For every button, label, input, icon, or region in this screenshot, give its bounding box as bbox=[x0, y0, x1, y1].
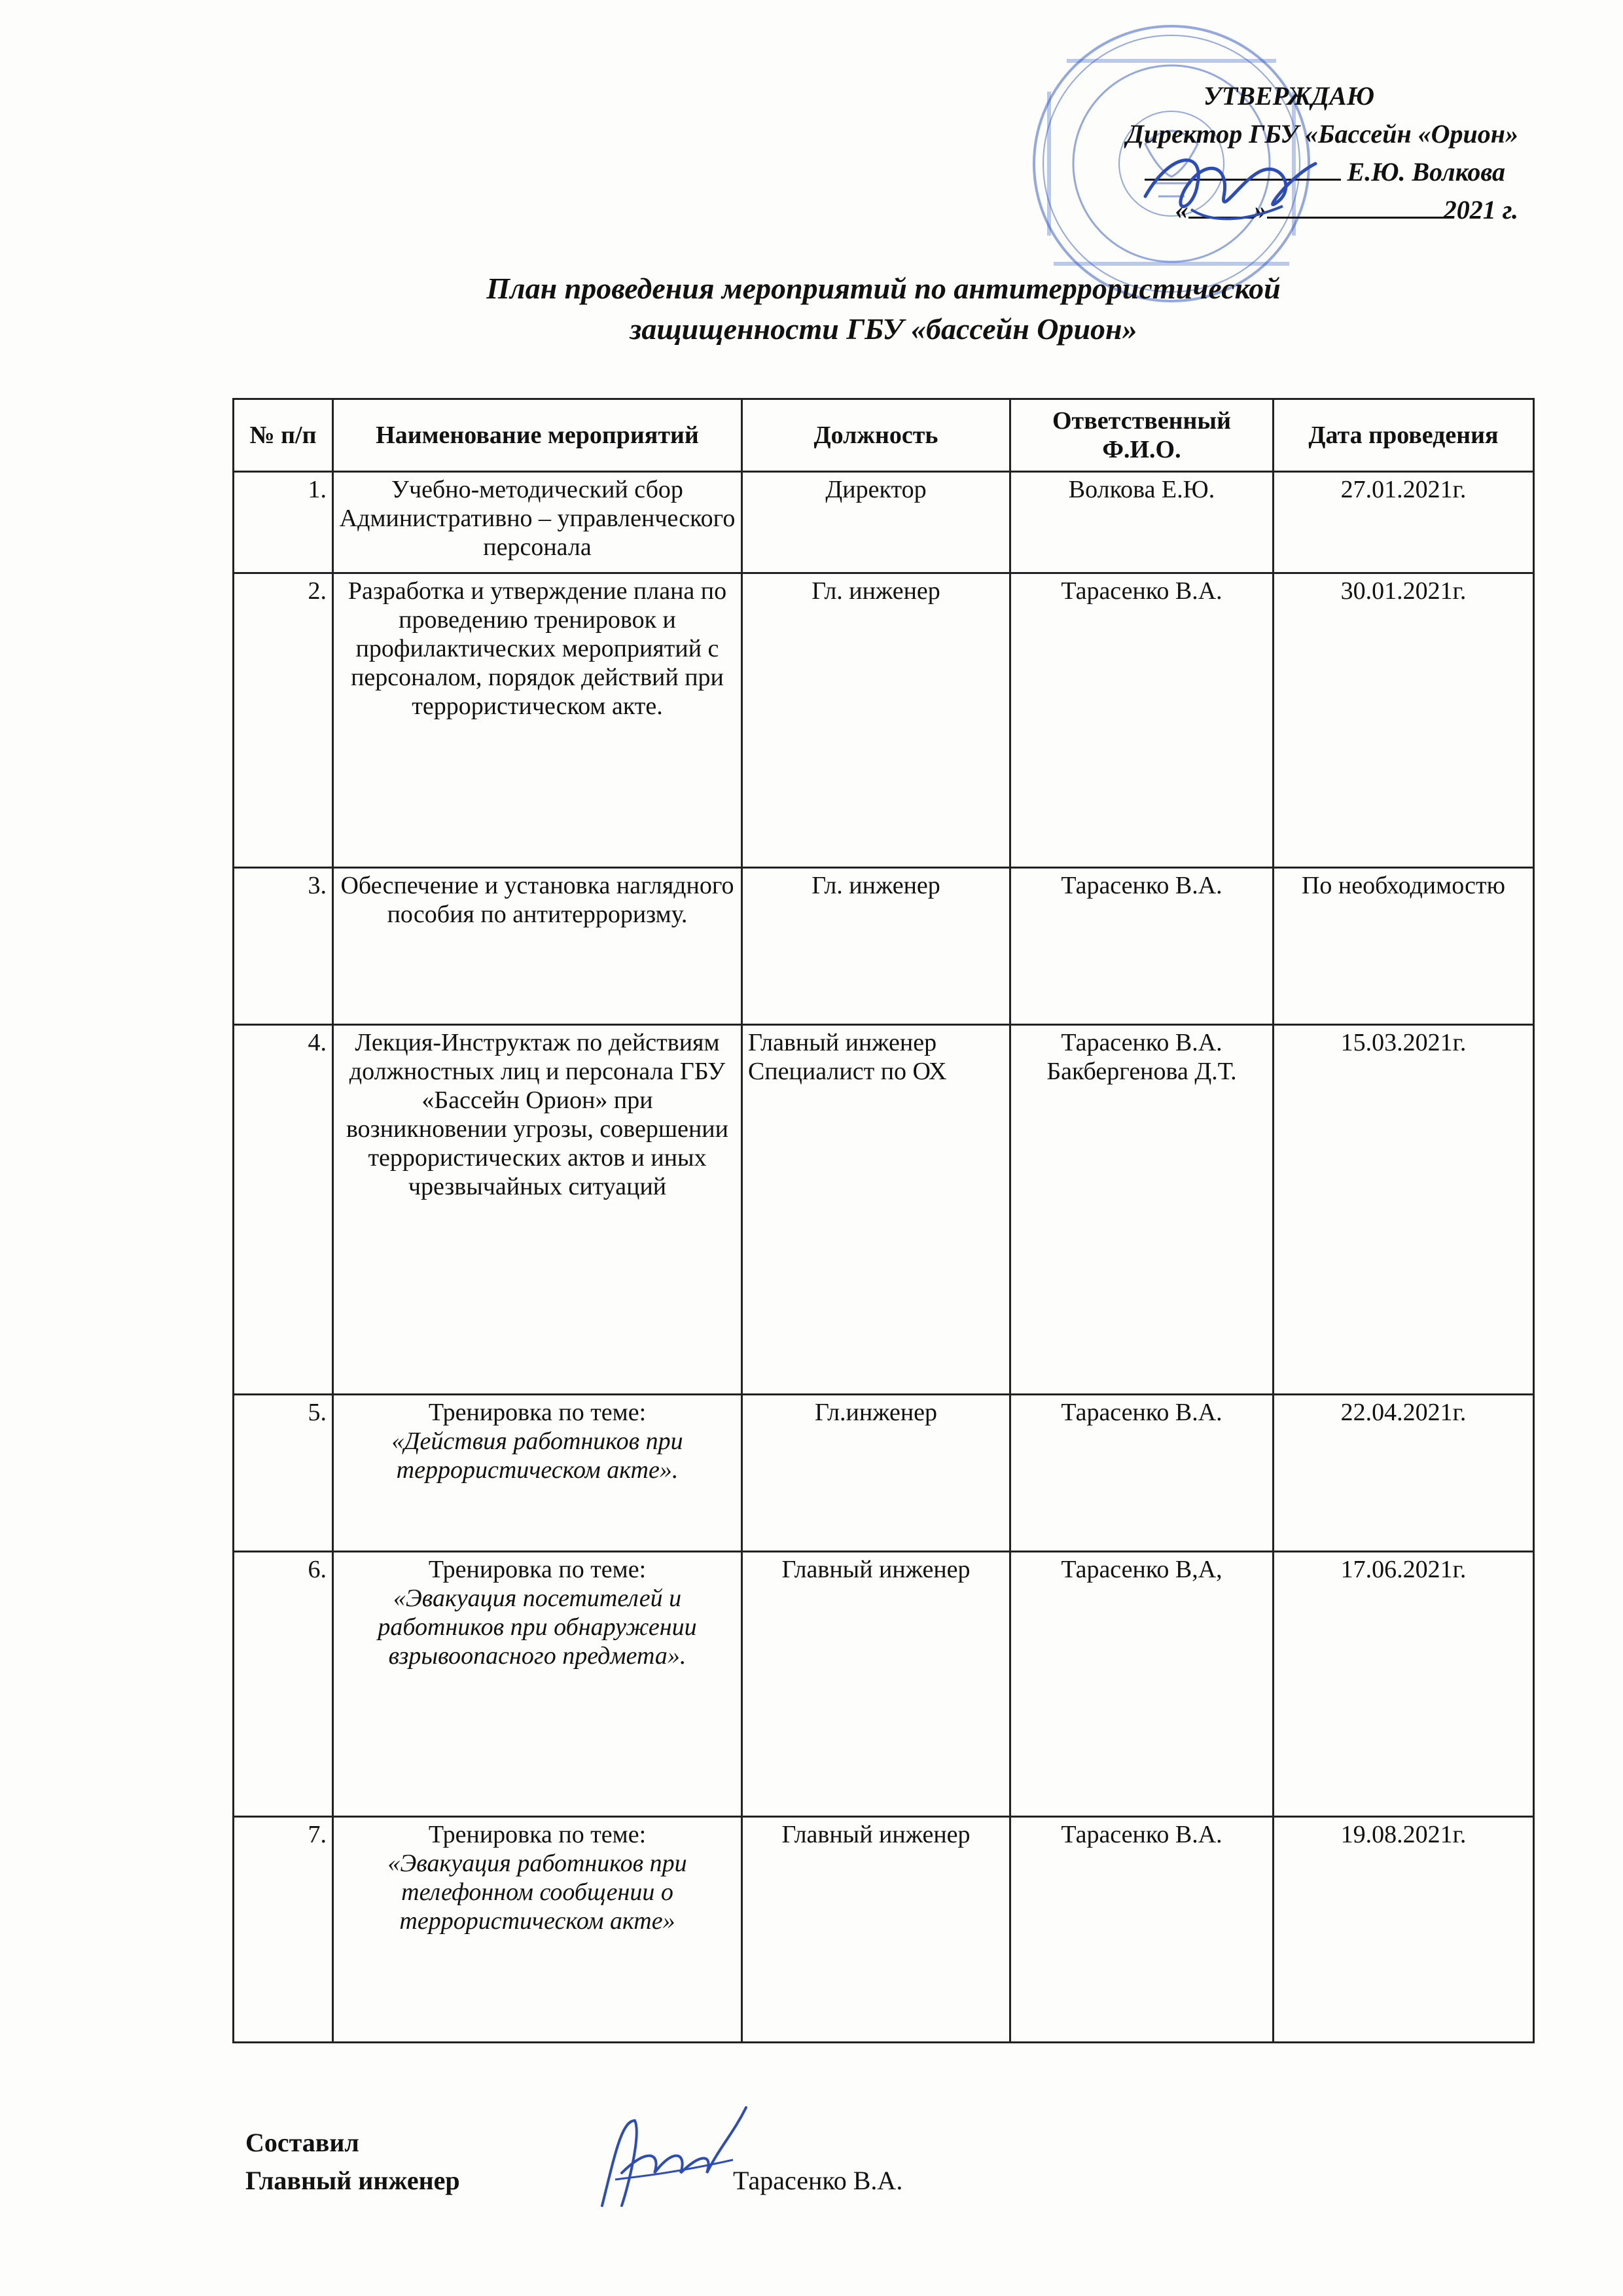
row-name: Тренировка по теме: bbox=[428, 1399, 647, 1426]
row-position: Директор bbox=[742, 472, 1010, 573]
title-line-2: защищенности ГБУ «бассейн Орион» bbox=[630, 312, 1137, 346]
row-position: Гл.инженер bbox=[742, 1395, 1010, 1552]
row-name: Тренировка по теме: bbox=[428, 1821, 647, 1848]
row-num: 3. bbox=[234, 868, 333, 1025]
title-line-1: План проведения мероприятий по антитеррористической bbox=[486, 272, 1281, 305]
header-date: Дата проведения bbox=[1274, 399, 1534, 472]
header-responsible: Ответственный Ф.И.О. bbox=[1010, 399, 1274, 472]
row-num: 2. bbox=[234, 573, 333, 868]
footer-position: Главный инженер bbox=[245, 2166, 460, 2195]
plan-table bbox=[232, 398, 1535, 2043]
footer-compiled-by bbox=[245, 2124, 460, 2200]
table-header-row bbox=[234, 399, 1534, 472]
table-row bbox=[234, 573, 1534, 868]
approval-position: Директор ГБУ «Бассейн «Орион» bbox=[1126, 119, 1518, 149]
row-position: Главный инженер bbox=[742, 1817, 1010, 2043]
table-row bbox=[234, 1025, 1534, 1395]
footer-signer-name: Тарасенко В.А. bbox=[733, 2166, 903, 2195]
table-row bbox=[234, 1552, 1534, 1817]
footer-label: Составил bbox=[245, 2128, 359, 2157]
row-num: 4. bbox=[234, 1025, 333, 1395]
row-date: 15.03.2021г. bbox=[1274, 1025, 1534, 1395]
row-name-cell bbox=[333, 1395, 742, 1552]
engineer-signature-icon bbox=[576, 2094, 759, 2225]
row-responsible: Тарасенко В.А. bbox=[1010, 868, 1274, 1025]
row-responsible: Тарасенко В.А. bbox=[1010, 1395, 1274, 1552]
approval-title: УТВЕРЖДАЮ bbox=[1204, 81, 1374, 111]
table-row bbox=[234, 1817, 1534, 2043]
approval-year: 2021 г. bbox=[1443, 195, 1518, 224]
row-name: Обеспечение и установка наглядного пособия по антитерроризму. bbox=[333, 868, 742, 1025]
row-responsible: Тарасенко В.А. bbox=[1010, 573, 1274, 868]
header-position: Должность bbox=[742, 399, 1010, 472]
row-position: Главный инженер bbox=[742, 1552, 1010, 1817]
row-theme: «Эвакуация посетителей и работников при обнаружении взрывоопасного предмета». bbox=[378, 1585, 697, 1670]
row-date: 27.01.2021г. bbox=[1274, 472, 1534, 573]
row-name: Учебно-методический сбор Административно – управленческого персонала bbox=[333, 472, 742, 573]
table-row bbox=[234, 868, 1534, 1025]
row-position: Гл. инженер bbox=[742, 573, 1010, 868]
row-theme: «Эвакуация работников при телефонном сообщении о террористическом акте» bbox=[387, 1850, 687, 1935]
row-num: 6. bbox=[234, 1552, 333, 1817]
row-name: Разработка и утверждение плана по проведению тренировок и профилактических мероприятий с персоналом, порядок действий при террористическом акте. bbox=[333, 573, 742, 868]
row-responsible: Тарасенко В.А. Бакбергенова Д.Т. bbox=[1010, 1025, 1274, 1395]
header-num: № п/п bbox=[234, 399, 333, 472]
row-name: Лекция-Инструктаж по действиям должностных лиц и персонала ГБУ «Бассейн Орион» при возникновении угрозы, совершении террористических актов и иных чрезвычайных ситуаций bbox=[333, 1025, 742, 1395]
document-title bbox=[366, 268, 1400, 350]
row-date: По необходимостю bbox=[1274, 868, 1534, 1025]
director-signature-icon bbox=[1132, 137, 1329, 236]
table-row bbox=[234, 1395, 1534, 1552]
row-responsible: Тарасенко В,А, bbox=[1010, 1552, 1274, 1817]
row-position: Главный инженер Специалист по ОХ bbox=[742, 1025, 1010, 1395]
date-quote-open: « bbox=[1175, 195, 1188, 224]
row-position: Гл. инженер bbox=[742, 868, 1010, 1025]
approval-signer: Е.Ю. Волкова bbox=[1347, 157, 1505, 187]
row-date: 17.06.2021г. bbox=[1274, 1552, 1534, 1817]
row-num: 5. bbox=[234, 1395, 333, 1552]
row-num: 1. bbox=[234, 472, 333, 573]
header-name: Наименование мероприятий bbox=[333, 399, 742, 472]
row-theme: «Действия работников при террористическом акте». bbox=[391, 1427, 683, 1484]
row-date: 19.08.2021г. bbox=[1274, 1817, 1534, 2043]
row-name-cell bbox=[333, 1817, 742, 2043]
row-responsible: Волкова Е.Ю. bbox=[1010, 472, 1274, 573]
table-row bbox=[234, 472, 1534, 573]
row-num: 7. bbox=[234, 1817, 333, 2043]
row-name: Тренировка по теме: bbox=[428, 1556, 647, 1583]
row-responsible: Тарасенко В.А. bbox=[1010, 1817, 1274, 2043]
row-date: 30.01.2021г. bbox=[1274, 573, 1534, 868]
date-quote-close: » bbox=[1253, 195, 1267, 224]
row-date: 22.04.2021г. bbox=[1274, 1395, 1534, 1552]
row-name-cell bbox=[333, 1552, 742, 1817]
